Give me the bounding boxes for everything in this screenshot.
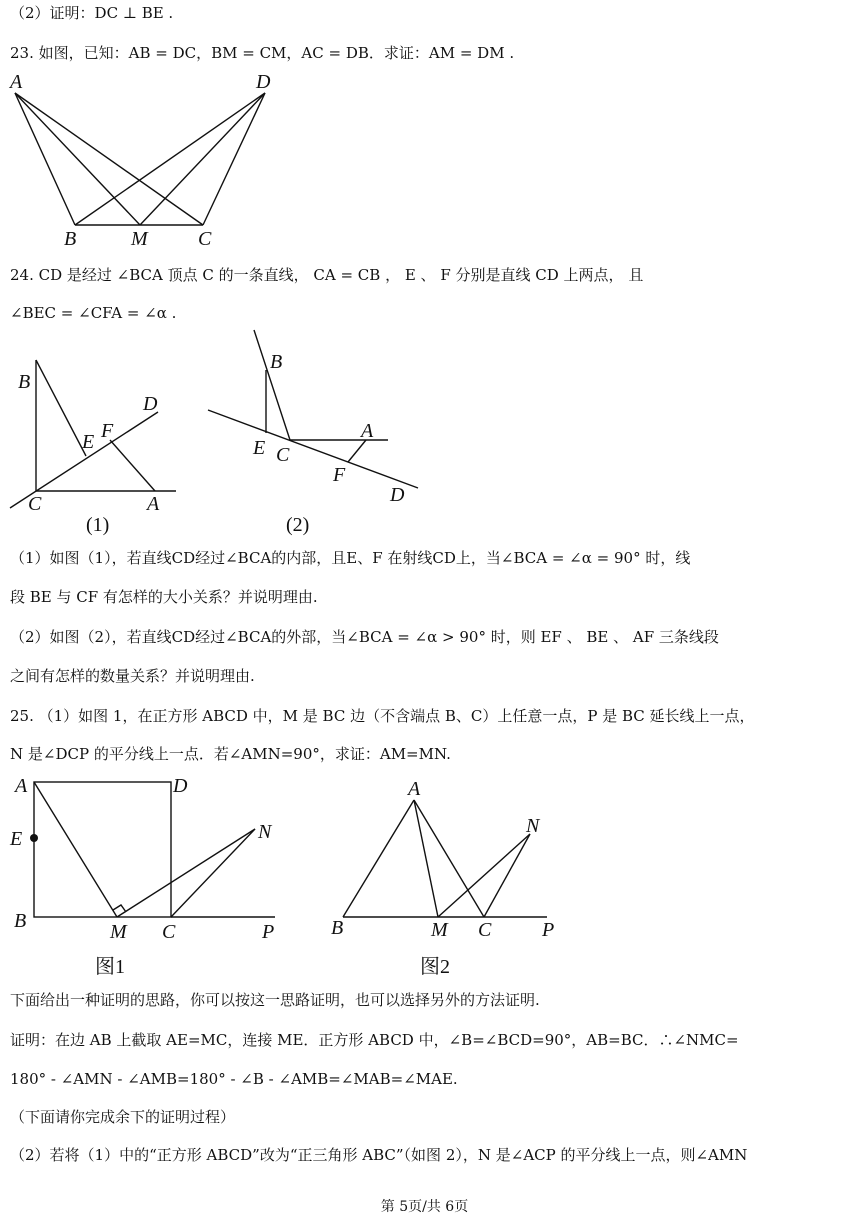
- q24f1-caption: (1): [86, 514, 110, 536]
- q23-label-A: A: [10, 71, 23, 93]
- q24-part1-line1: （1）如图（1），若直线CD经过∠BCA的内部，且E、F 在射线CD上，当∠BCA = ∠α = 90° 时，线: [10, 549, 691, 567]
- q25-proof-instruction: （下面请你完成余下的证明过程）: [10, 1108, 236, 1126]
- q25f2-label-B: B: [331, 917, 344, 939]
- q25-part2-line1: （2）若将（1）中的“正方形 ABCD”改为“正三角形 ABC”（如图 2），N 是∠ACP 的平分线上一点，则∠AMN: [10, 1146, 748, 1164]
- q24f1-label-B: B: [18, 371, 31, 393]
- q25f1-label-P: P: [262, 921, 275, 943]
- q24f2-caption: (2): [286, 514, 310, 536]
- q25-proof-line1: 证明：在边 AB 上截取 AE=MC，连接 ME．正方形 ABCD 中，∠B=∠BCD=90°，AB=BC．∴∠NMC=: [10, 1031, 739, 1049]
- q24f2-label-D: D: [390, 484, 405, 506]
- q24f1-label-E: E: [82, 431, 95, 453]
- q25-hint: 下面给出一种证明的思路，你可以按这一思路证明，也可以选择另外的方法证明.: [10, 991, 540, 1009]
- q25-statement-line2: N 是∠DCP 的平分线上一点．若∠AMN=90°，求证：AM=MN.: [10, 745, 451, 763]
- q24-part2-line1: （2）如图（2），若直线CD经过∠BCA的外部，当∠BCA = ∠α > 90° 时，则 EF 、 BE 、 AF 三条线段: [10, 628, 719, 646]
- q25f1-label-C: C: [162, 921, 176, 943]
- q23-label-M: M: [131, 228, 148, 250]
- q25-statement-line1: 25. （1）如图 1，在正方形 ABCD 中，M 是 BC 边（不含端点 B、C）上任意一点，P 是 BC 延长线上一点，: [10, 707, 755, 725]
- q25f1-label-D: D: [173, 775, 188, 797]
- q24f2-label-A: A: [361, 420, 374, 442]
- q24f1-label-F: F: [101, 420, 114, 442]
- q25f2-label-A: A: [408, 778, 421, 800]
- q25f2-label-C: C: [478, 919, 492, 941]
- q25f1-label-B: B: [14, 910, 27, 932]
- q24f2-label-C: C: [276, 444, 290, 466]
- q24-statement-line2: ∠BEC = ∠CFA = ∠α .: [10, 304, 177, 322]
- q23-statement: 23. 如图，已知：AB = DC，BM = CM，AC = DB．求证：AM = DM .: [10, 44, 515, 62]
- q24-statement-line1: 24. CD 是经过 ∠BCA 顶点 C 的一条直线， CA = CB ， E 、 F 分别是直线 CD 上两点， 且: [10, 266, 644, 284]
- q22-part2: （2）证明：DC ⊥ BE .: [10, 4, 174, 22]
- page-footer: 第 5页/共 6页: [380, 1199, 469, 1215]
- q23-label-D: D: [256, 71, 271, 93]
- q24-part1-line2: 段 BE 与 CF 有怎样的大小关系？并说明理由.: [10, 588, 318, 606]
- q24f1-label-C: C: [28, 493, 42, 515]
- q25f2-label-N: N: [526, 815, 540, 837]
- q25f1-caption: 图1: [95, 956, 125, 978]
- q25f1-label-E: E: [10, 828, 23, 850]
- q25f1-label-M: M: [110, 921, 127, 943]
- q24f2-label-E: E: [253, 437, 266, 459]
- q24f1-label-D: D: [143, 393, 158, 415]
- q25-proof-line2: 180° - ∠AMN - ∠AMB=180° - ∠B - ∠AMB=∠MAB=∠MAE.: [10, 1070, 458, 1088]
- q25f2-label-P: P: [542, 919, 555, 941]
- q25f1-label-A: A: [15, 775, 28, 797]
- q24f2-label-B: B: [270, 351, 283, 373]
- q25f2-caption: 图2: [420, 956, 450, 978]
- q23-label-B: B: [64, 228, 77, 250]
- q23-label-C: C: [198, 228, 212, 250]
- q25f2-label-M: M: [431, 919, 448, 941]
- q24f2-label-F: F: [333, 464, 346, 486]
- q24-part2-line2: 之间有怎样的数量关系？并说明理由.: [10, 667, 255, 685]
- q25f1-label-N: N: [258, 821, 272, 843]
- q24f1-label-A: A: [147, 493, 160, 515]
